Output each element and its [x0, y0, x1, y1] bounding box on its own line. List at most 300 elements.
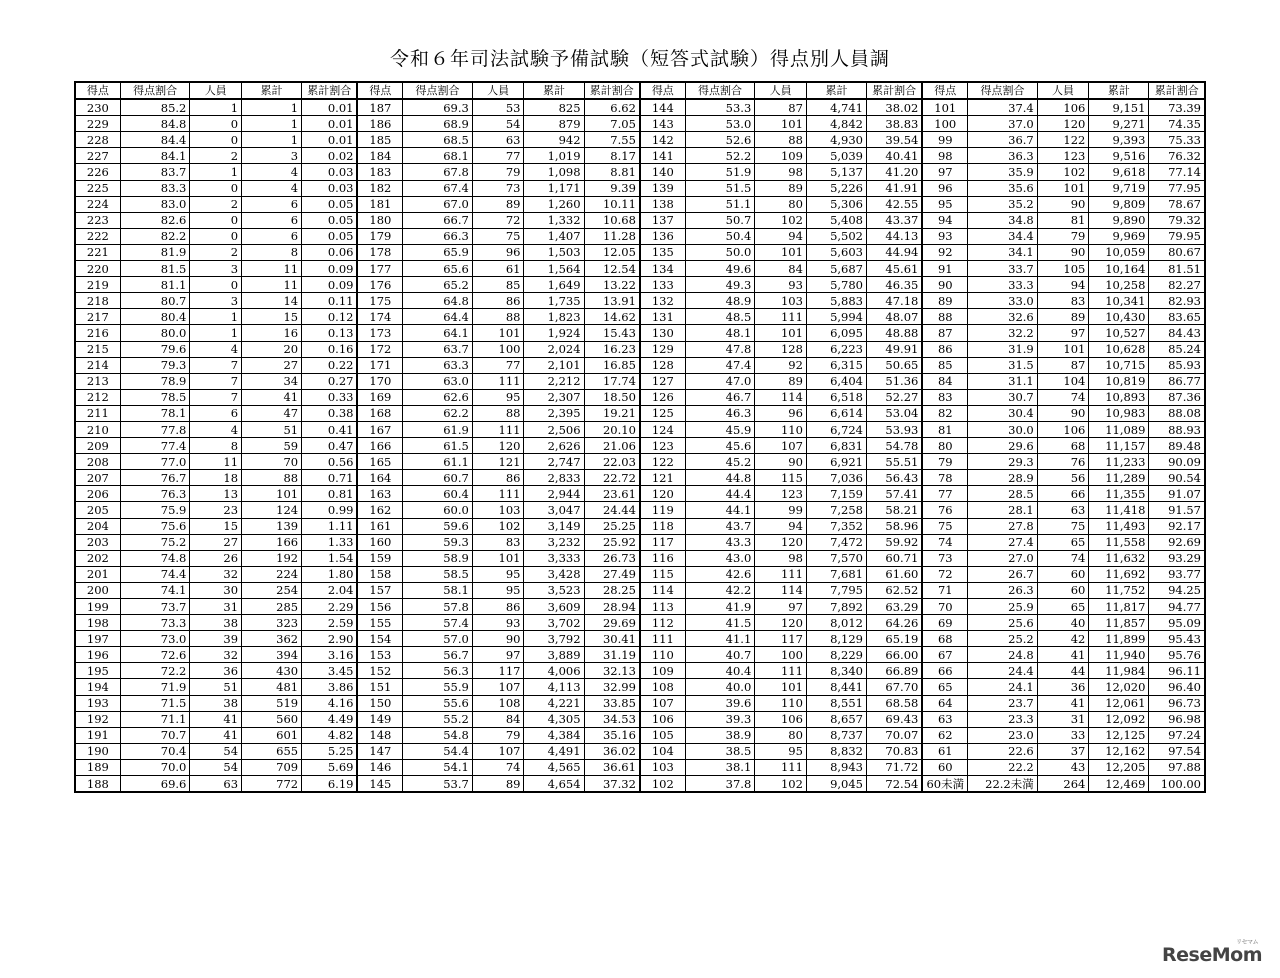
cell-cumulative-ratio: 85.24	[1149, 341, 1205, 357]
cell-cumulative: 8,551	[806, 695, 866, 711]
cell-score: 172	[357, 341, 402, 357]
cell-count: 63	[472, 132, 524, 148]
cell-count: 120	[755, 534, 807, 550]
cell-cumulative-ratio: 3.45	[302, 663, 358, 679]
cell-count: 26	[190, 550, 242, 566]
cell-score: 226	[75, 164, 120, 180]
cell-count: 7	[190, 389, 242, 405]
cell-score: 179	[357, 228, 402, 244]
cell-cumulative-ratio: 75.33	[1149, 132, 1205, 148]
cell-score: 204	[75, 518, 120, 534]
cell-cumulative-ratio: 0.11	[302, 293, 358, 309]
logo-text: ReseMom	[1162, 944, 1262, 966]
table-row	[75, 389, 1205, 405]
cell-cumulative: 4,930	[806, 132, 866, 148]
table-row	[75, 293, 1205, 309]
cell-cumulative: 9,151	[1089, 99, 1149, 116]
cell-count: 81	[1037, 212, 1089, 228]
cell-cumulative-ratio: 90.09	[1149, 454, 1205, 470]
cell-cumulative: 139	[242, 518, 302, 534]
table-row	[75, 711, 1205, 727]
cell-score-ratio: 35.9	[968, 164, 1038, 180]
cell-count: 95	[755, 743, 807, 759]
cell-score: 143	[640, 116, 685, 132]
cell-cumulative-ratio: 1.80	[302, 566, 358, 582]
cell-cumulative-ratio: 100.00	[1149, 776, 1205, 793]
cell-count: 60	[1037, 566, 1089, 582]
cell-cumulative-ratio: 18.50	[584, 389, 640, 405]
cell-score-ratio: 58.9	[403, 550, 473, 566]
cell-score: 93	[922, 228, 967, 244]
cell-cumulative-ratio: 44.13	[867, 228, 923, 244]
cell-cumulative: 3,609	[524, 599, 584, 615]
cell-cumulative: 3,333	[524, 550, 584, 566]
cell-cumulative: 8,340	[806, 663, 866, 679]
cell-cumulative-ratio: 88.08	[1149, 405, 1205, 421]
cell-count: 111	[755, 663, 807, 679]
cell-score: 99	[922, 132, 967, 148]
cell-cumulative-ratio: 3.16	[302, 647, 358, 663]
cell-cumulative: 11,089	[1089, 421, 1149, 437]
cell-cumulative: 124	[242, 502, 302, 518]
cell-score-ratio: 72.6	[120, 647, 190, 663]
cell-count: 41	[190, 711, 242, 727]
cell-cumulative-ratio: 32.13	[584, 663, 640, 679]
cell-score: 218	[75, 293, 120, 309]
cell-cumulative-ratio: 4.16	[302, 695, 358, 711]
cell-score: 67	[922, 647, 967, 663]
cell-score: 230	[75, 99, 120, 116]
cell-score: 227	[75, 148, 120, 164]
cell-score: 182	[357, 180, 402, 196]
header-score-ratio: 得点割合	[120, 82, 190, 99]
table-row	[75, 615, 1205, 631]
cell-count: 104	[1037, 373, 1089, 389]
cell-count: 101	[755, 116, 807, 132]
cell-cumulative: 20	[242, 341, 302, 357]
cell-score-ratio: 81.1	[120, 277, 190, 293]
cell-score-ratio: 33.7	[968, 261, 1038, 277]
cell-cumulative-ratio: 44.94	[867, 244, 923, 260]
cell-score-ratio: 52.2	[685, 148, 755, 164]
cell-cumulative-ratio: 0.56	[302, 454, 358, 470]
cell-cumulative-ratio: 77.14	[1149, 164, 1205, 180]
cell-cumulative: 8,657	[806, 711, 866, 727]
cell-cumulative: 8,229	[806, 647, 866, 663]
cell-score: 68	[922, 631, 967, 647]
cell-cumulative-ratio: 6.62	[584, 99, 640, 116]
header-score: 得点	[922, 82, 967, 99]
cell-count: 75	[472, 228, 524, 244]
cell-score-ratio: 60.4	[403, 486, 473, 502]
cell-score: 158	[357, 566, 402, 582]
cell-score: 80	[922, 438, 967, 454]
cell-score: 76	[922, 502, 967, 518]
cell-count: 100	[472, 341, 524, 357]
cell-count: 99	[755, 502, 807, 518]
cell-cumulative: 2,833	[524, 470, 584, 486]
cell-score: 63	[922, 711, 967, 727]
cell-cumulative-ratio: 82.27	[1149, 277, 1205, 293]
cell-cumulative: 430	[242, 663, 302, 679]
cell-score-ratio: 84.4	[120, 132, 190, 148]
cell-score: 203	[75, 534, 120, 550]
cell-cumulative-ratio: 17.74	[584, 373, 640, 389]
cell-cumulative: 4,006	[524, 663, 584, 679]
cell-count: 103	[472, 502, 524, 518]
cell-cumulative: 6	[242, 196, 302, 212]
cell-count: 96	[472, 244, 524, 260]
cell-score: 121	[640, 470, 685, 486]
cell-cumulative: 11,233	[1089, 454, 1149, 470]
cell-score: 75	[922, 518, 967, 534]
cell-cumulative-ratio: 5.25	[302, 743, 358, 759]
cell-cumulative-ratio: 96.73	[1149, 695, 1205, 711]
cell-cumulative: 11,289	[1089, 470, 1149, 486]
cell-cumulative: 9,809	[1089, 196, 1149, 212]
cell-cumulative: 8	[242, 244, 302, 260]
cell-count: 101	[755, 679, 807, 695]
cell-score-ratio: 80.4	[120, 309, 190, 325]
cell-count: 90	[1037, 405, 1089, 421]
cell-count: 97	[472, 647, 524, 663]
cell-cumulative: 5,687	[806, 261, 866, 277]
cell-score: 64	[922, 695, 967, 711]
cell-cumulative-ratio: 53.93	[867, 421, 923, 437]
cell-score-ratio: 33.3	[968, 277, 1038, 293]
cell-cumulative: 10,819	[1089, 373, 1149, 389]
cell-cumulative-ratio: 2.04	[302, 582, 358, 598]
table-row	[75, 599, 1205, 615]
page-title: 令和６年司法試験予備試験（短答式試験）得点別人員調	[389, 48, 890, 70]
cell-score: 176	[357, 277, 402, 293]
cell-count: 120	[1037, 116, 1089, 132]
cell-score-ratio: 23.0	[968, 727, 1038, 743]
cell-count: 123	[1037, 148, 1089, 164]
cell-score: 187	[357, 99, 402, 116]
cell-count: 86	[472, 293, 524, 309]
table-row	[75, 759, 1205, 775]
cell-cumulative-ratio: 7.05	[584, 116, 640, 132]
cell-cumulative: 4,741	[806, 99, 866, 116]
cell-score-ratio: 68.5	[403, 132, 473, 148]
cell-score-ratio: 70.7	[120, 727, 190, 743]
cell-score: 208	[75, 454, 120, 470]
cell-cumulative-ratio: 2.29	[302, 599, 358, 615]
cell-count: 103	[755, 293, 807, 309]
cell-cumulative: 11,857	[1089, 615, 1149, 631]
cell-cumulative: 2,212	[524, 373, 584, 389]
cell-count: 63	[1037, 502, 1089, 518]
cell-score-ratio: 25.2	[968, 631, 1038, 647]
cell-score: 108	[640, 679, 685, 695]
cell-cumulative: 655	[242, 743, 302, 759]
cell-score-ratio: 71.5	[120, 695, 190, 711]
cell-count: 1	[190, 309, 242, 325]
header-count: 人員	[755, 82, 807, 99]
cell-count: 114	[755, 389, 807, 405]
cell-count: 109	[755, 148, 807, 164]
cell-score-ratio: 79.6	[120, 341, 190, 357]
cell-score-ratio: 22.2	[968, 759, 1038, 775]
cell-score-ratio: 28.5	[968, 486, 1038, 502]
table-row	[75, 164, 1205, 180]
cell-score-ratio: 26.7	[968, 566, 1038, 582]
table-row	[75, 486, 1205, 502]
cell-score: 186	[357, 116, 402, 132]
cell-score-ratio: 47.8	[685, 341, 755, 357]
cell-score: 86	[922, 341, 967, 357]
cell-score-ratio: 71.1	[120, 711, 190, 727]
cell-cumulative-ratio: 6.19	[302, 776, 358, 793]
cell-score-ratio: 53.0	[685, 116, 755, 132]
cell-count: 1	[190, 164, 242, 180]
cell-cumulative: 10,059	[1089, 244, 1149, 260]
cell-cumulative-ratio: 7.55	[584, 132, 640, 148]
cell-score: 90	[922, 277, 967, 293]
cell-score: 96	[922, 180, 967, 196]
cell-cumulative: 5,780	[806, 277, 866, 293]
cell-count: 95	[472, 566, 524, 582]
cell-score-ratio: 73.7	[120, 599, 190, 615]
cell-cumulative-ratio: 78.67	[1149, 196, 1205, 212]
cell-score: 127	[640, 373, 685, 389]
cell-count: 94	[755, 518, 807, 534]
cell-cumulative-ratio: 0.33	[302, 389, 358, 405]
cell-score-ratio: 39.3	[685, 711, 755, 727]
cell-score-ratio: 31.9	[968, 341, 1038, 357]
table-row	[75, 244, 1205, 260]
cell-cumulative-ratio: 26.73	[584, 550, 640, 566]
cell-cumulative-ratio: 83.65	[1149, 309, 1205, 325]
cell-cumulative-ratio: 97.24	[1149, 727, 1205, 743]
cell-score-ratio: 33.0	[968, 293, 1038, 309]
cell-score-ratio: 60.7	[403, 470, 473, 486]
cell-score-ratio: 28.1	[968, 502, 1038, 518]
cell-count: 89	[755, 180, 807, 196]
cell-count: 92	[755, 357, 807, 373]
cell-cumulative-ratio: 27.49	[584, 566, 640, 582]
cell-cumulative-ratio: 95.76	[1149, 647, 1205, 663]
cell-score: 78	[922, 470, 967, 486]
cell-score: 159	[357, 550, 402, 566]
cell-score: 104	[640, 743, 685, 759]
cell-count: 88	[472, 309, 524, 325]
table-row	[75, 502, 1205, 518]
cell-cumulative-ratio: 40.41	[867, 148, 923, 164]
cell-cumulative: 560	[242, 711, 302, 727]
cell-cumulative: 11,984	[1089, 663, 1149, 679]
cell-cumulative: 9,045	[806, 776, 866, 793]
cell-score-ratio: 35.6	[968, 180, 1038, 196]
cell-cumulative-ratio: 0.05	[302, 212, 358, 228]
cell-cumulative: 27	[242, 357, 302, 373]
cell-cumulative: 3,232	[524, 534, 584, 550]
table-row	[75, 116, 1205, 132]
cell-cumulative: 3,428	[524, 566, 584, 582]
cell-count: 39	[190, 631, 242, 647]
cell-score: 119	[640, 502, 685, 518]
cell-cumulative-ratio: 0.05	[302, 196, 358, 212]
cell-cumulative-ratio: 1.54	[302, 550, 358, 566]
cell-cumulative: 323	[242, 615, 302, 631]
cell-score-ratio: 76.7	[120, 470, 190, 486]
cell-count: 121	[472, 454, 524, 470]
cell-score: 229	[75, 116, 120, 132]
cell-score: 198	[75, 615, 120, 631]
cell-cumulative: 481	[242, 679, 302, 695]
cell-score: 161	[357, 518, 402, 534]
cell-score: 79	[922, 454, 967, 470]
cell-cumulative: 11,940	[1089, 647, 1149, 663]
cell-cumulative-ratio: 61.60	[867, 566, 923, 582]
cell-count: 32	[190, 647, 242, 663]
cell-cumulative-ratio: 22.72	[584, 470, 640, 486]
cell-score: 82	[922, 405, 967, 421]
cell-cumulative: 8,943	[806, 759, 866, 775]
cell-cumulative: 2,024	[524, 341, 584, 357]
cell-score: 107	[640, 695, 685, 711]
cell-cumulative-ratio: 46.35	[867, 277, 923, 293]
cell-count: 3	[190, 261, 242, 277]
cell-cumulative: 1,260	[524, 196, 584, 212]
cell-score: 223	[75, 212, 120, 228]
cell-cumulative: 4,113	[524, 679, 584, 695]
cell-cumulative-ratio: 4.82	[302, 727, 358, 743]
header-count: 人員	[1037, 82, 1089, 99]
cell-score-ratio: 38.9	[685, 727, 755, 743]
cell-cumulative-ratio: 22.03	[584, 454, 640, 470]
cell-cumulative: 601	[242, 727, 302, 743]
cell-score: 222	[75, 228, 120, 244]
cell-cumulative: 1,564	[524, 261, 584, 277]
cell-score-ratio: 23.7	[968, 695, 1038, 711]
cell-score: 97	[922, 164, 967, 180]
cell-count: 54	[472, 116, 524, 132]
cell-score: 166	[357, 438, 402, 454]
cell-cumulative-ratio: 9.39	[584, 180, 640, 196]
cell-score: 224	[75, 196, 120, 212]
cell-count: 60	[1037, 582, 1089, 598]
cell-score-ratio: 63.7	[403, 341, 473, 357]
cell-cumulative: 15	[242, 309, 302, 325]
cell-count: 110	[755, 695, 807, 711]
cell-score-ratio: 61.9	[403, 421, 473, 437]
cell-score: 184	[357, 148, 402, 164]
cell-cumulative-ratio: 1.11	[302, 518, 358, 534]
cell-cumulative: 4,305	[524, 711, 584, 727]
cell-score-ratio: 58.1	[403, 582, 473, 598]
cell-cumulative: 5,226	[806, 180, 866, 196]
cell-cumulative-ratio: 90.54	[1149, 470, 1205, 486]
cell-score-ratio: 54.1	[403, 759, 473, 775]
score-distribution-table	[74, 81, 1206, 793]
cell-count: 41	[190, 727, 242, 743]
cell-count: 32	[190, 566, 242, 582]
cell-count: 106	[1037, 99, 1089, 116]
cell-score-ratio: 78.1	[120, 405, 190, 421]
cell-score: 60未満	[922, 776, 967, 793]
cell-score: 202	[75, 550, 120, 566]
cell-cumulative-ratio: 15.43	[584, 325, 640, 341]
cell-score-ratio: 65.9	[403, 244, 473, 260]
cell-score: 84	[922, 373, 967, 389]
cell-score-ratio: 75.6	[120, 518, 190, 534]
cell-cumulative-ratio: 0.41	[302, 421, 358, 437]
cell-cumulative-ratio: 48.88	[867, 325, 923, 341]
cell-count: 8	[190, 438, 242, 454]
cell-count: 96	[755, 405, 807, 421]
cell-score: 95	[922, 196, 967, 212]
cell-score: 74	[922, 534, 967, 550]
cell-count: 4	[190, 421, 242, 437]
cell-score: 106	[640, 711, 685, 727]
cell-cumulative: 11,692	[1089, 566, 1149, 582]
cell-cumulative: 11	[242, 277, 302, 293]
cell-cumulative-ratio: 2.90	[302, 631, 358, 647]
cell-cumulative-ratio: 0.47	[302, 438, 358, 454]
cell-score: 83	[922, 389, 967, 405]
cell-cumulative-ratio: 58.96	[867, 518, 923, 534]
cell-score: 206	[75, 486, 120, 502]
cell-cumulative: 8,832	[806, 743, 866, 759]
cell-score: 126	[640, 389, 685, 405]
cell-count: 117	[472, 663, 524, 679]
table-row	[75, 405, 1205, 421]
header-score-ratio: 得点割合	[685, 82, 755, 99]
cell-score-ratio: 42.2	[685, 582, 755, 598]
cell-count: 56	[1037, 470, 1089, 486]
cell-score-ratio: 36.3	[968, 148, 1038, 164]
cell-cumulative: 1,735	[524, 293, 584, 309]
cell-score: 151	[357, 679, 402, 695]
cell-count: 79	[1037, 228, 1089, 244]
cell-score-ratio: 30.7	[968, 389, 1038, 405]
cell-count: 110	[755, 421, 807, 437]
cell-count: 0	[190, 212, 242, 228]
cell-cumulative: 9,969	[1089, 228, 1149, 244]
cell-score-ratio: 27.8	[968, 518, 1038, 534]
cell-score-ratio: 73.3	[120, 615, 190, 631]
cell-score-ratio: 59.6	[403, 518, 473, 534]
cell-cumulative-ratio: 0.22	[302, 357, 358, 373]
cell-cumulative: 394	[242, 647, 302, 663]
cell-cumulative: 9,393	[1089, 132, 1149, 148]
cell-cumulative: 1,019	[524, 148, 584, 164]
cell-score: 116	[640, 550, 685, 566]
cell-cumulative-ratio: 71.72	[867, 759, 923, 775]
cell-score-ratio: 84.8	[120, 116, 190, 132]
cell-cumulative: 3,523	[524, 582, 584, 598]
cell-cumulative-ratio: 96.98	[1149, 711, 1205, 727]
cell-cumulative-ratio: 36.61	[584, 759, 640, 775]
cell-score: 171	[357, 357, 402, 373]
cell-cumulative-ratio: 35.16	[584, 727, 640, 743]
cell-count: 97	[1037, 325, 1089, 341]
cell-cumulative-ratio: 0.09	[302, 277, 358, 293]
cell-score-ratio: 25.9	[968, 599, 1038, 615]
cell-score-ratio: 32.6	[968, 309, 1038, 325]
table-row	[75, 373, 1205, 389]
cell-score: 193	[75, 695, 120, 711]
cell-cumulative: 6,223	[806, 341, 866, 357]
cell-score-ratio: 51.1	[685, 196, 755, 212]
cell-cumulative-ratio: 25.25	[584, 518, 640, 534]
cell-count: 30	[190, 582, 242, 598]
table-row	[75, 679, 1205, 695]
cell-score: 168	[357, 405, 402, 421]
cell-cumulative-ratio: 47.18	[867, 293, 923, 309]
